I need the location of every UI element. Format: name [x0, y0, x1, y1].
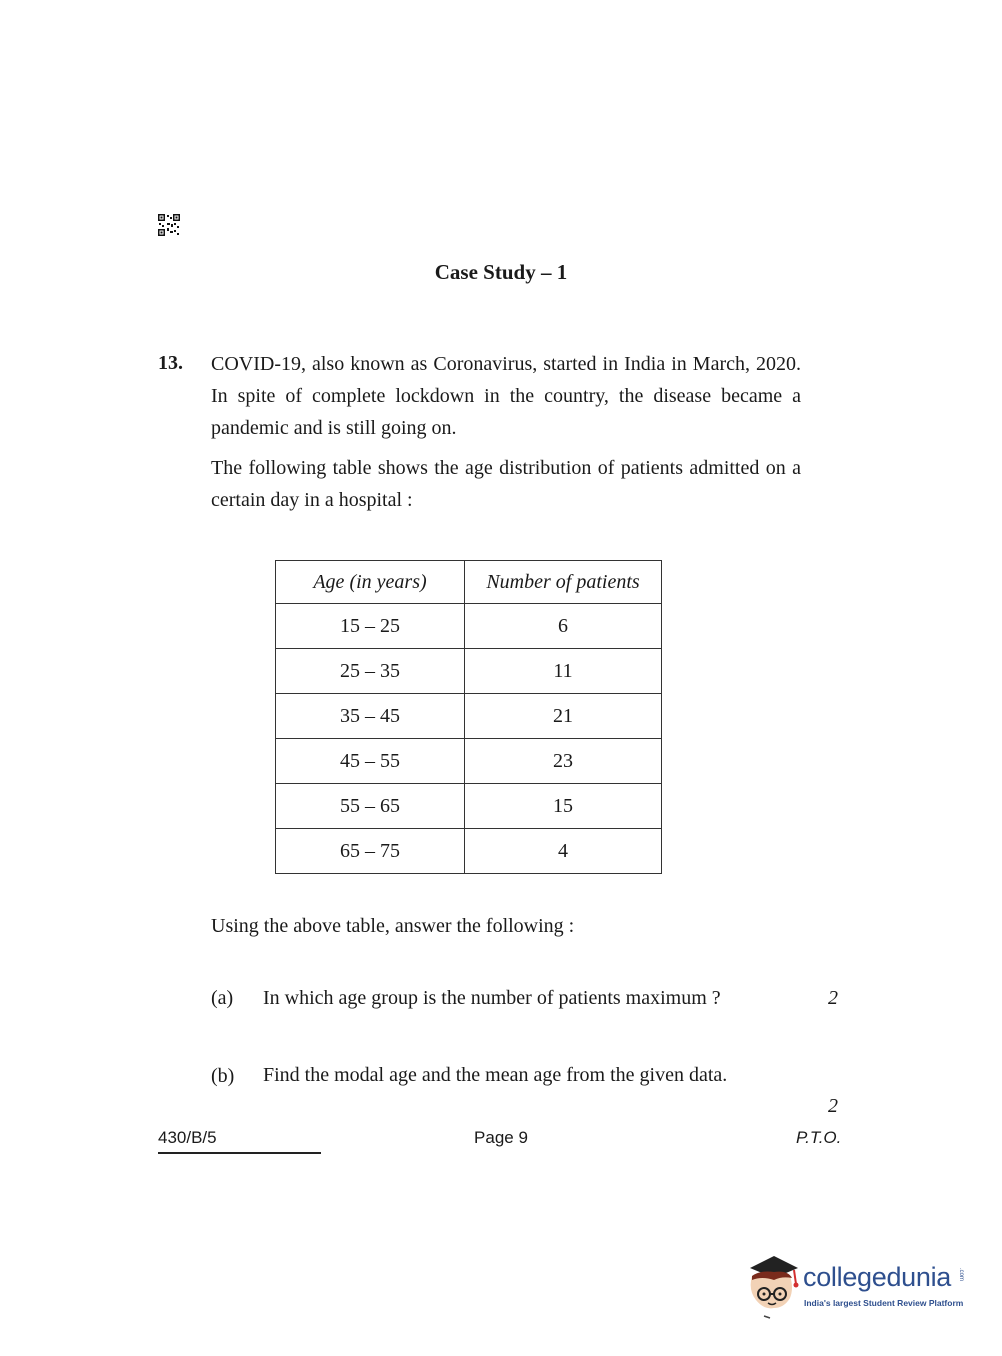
age-cell: 65 – 75	[276, 829, 465, 874]
table-row	[276, 829, 662, 874]
brand-suffix: .com	[958, 1268, 964, 1282]
age-cell: 15 – 25	[276, 604, 465, 649]
age-cell: 25 – 35	[276, 649, 465, 694]
age-distribution-table	[275, 560, 662, 874]
table-row	[276, 739, 662, 784]
patients-cell: 11	[465, 649, 662, 694]
patients-cell: 21	[465, 694, 662, 739]
table-row	[276, 694, 662, 739]
header-age: Age (in years)	[276, 561, 465, 604]
header-patients: Number of patients	[465, 561, 662, 604]
intro-paragraph: COVID-19, also known as Coronavirus, started in India in March, 2020. In spite of complete lockdown in the country, the disease became a pandemic and is still going on.	[211, 353, 801, 439]
table-header-row	[276, 561, 662, 604]
part-a-marks: 2	[828, 987, 838, 1009]
patients-cell: 23	[465, 739, 662, 784]
table-row	[276, 649, 662, 694]
part-b-question: Find the modal age and the mean age from the given data.	[263, 1064, 728, 1086]
patients-cell: 4	[465, 829, 662, 874]
instruction-text: Using the above table, answer the following :	[211, 915, 575, 937]
age-cell: 35 – 45	[276, 694, 465, 739]
question-number: 13.	[158, 352, 183, 374]
part-b-marks: 2	[828, 1095, 838, 1117]
part-a-question: In which age group is the number of patients maximum ?	[263, 987, 721, 1009]
age-cell: 55 – 65	[276, 784, 465, 829]
table-row	[276, 604, 662, 649]
brand-tagline: India's largest Student Review Platform	[804, 1298, 964, 1308]
pto-label: P.T.O.	[796, 1128, 842, 1147]
page-number: Page 9	[474, 1128, 528, 1147]
age-cell: 45 – 55	[276, 739, 465, 784]
table-row	[276, 784, 662, 829]
collegedunia-mascot-icon	[744, 1250, 802, 1320]
part-a-label: (a)	[211, 987, 234, 1009]
paper-code: 430/B/5	[158, 1128, 217, 1147]
footer-underline	[158, 1152, 321, 1154]
table-description: The following table shows the age distribution of patients admitted on a certain day in a hospital :	[211, 457, 801, 511]
case-study-heading: Case Study – 1	[434, 260, 568, 284]
patients-cell: 15	[465, 784, 662, 829]
qr-code-icon	[158, 214, 180, 236]
patients-cell: 6	[465, 604, 662, 649]
brand-name: collegedunia	[803, 1262, 952, 1292]
part-b-label: (b)	[211, 1065, 235, 1087]
